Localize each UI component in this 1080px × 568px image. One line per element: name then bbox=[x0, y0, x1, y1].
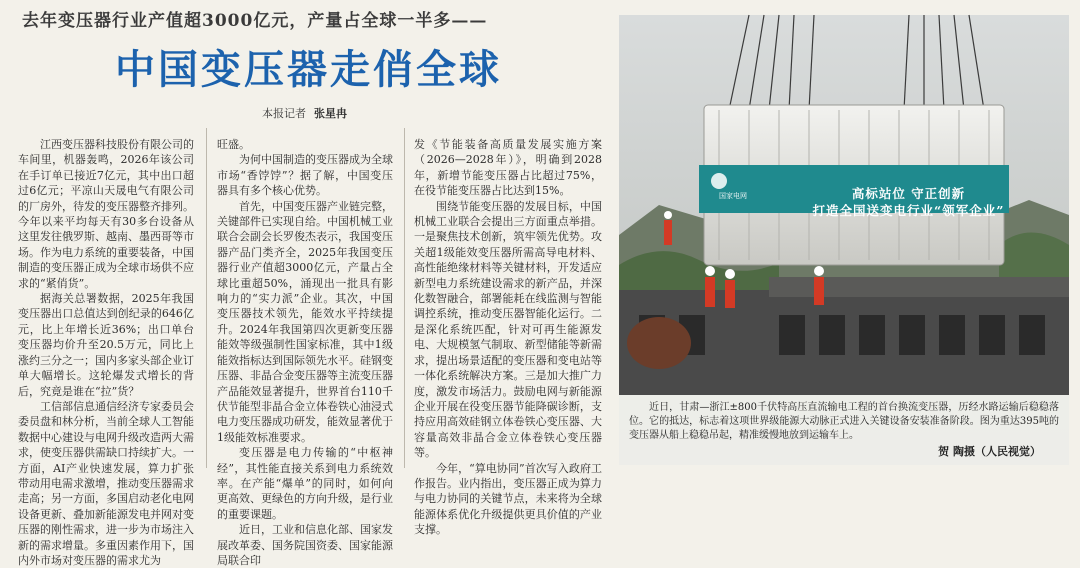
article-column-3 bbox=[414, 137, 602, 537]
column-divider bbox=[404, 128, 405, 468]
byline-author: 张星冉 bbox=[314, 107, 347, 120]
paragraph: 据海关总署数据，2025年我国变压器出口总值达到创纪录的646亿元，比上年增长近36%；出口单台变压器均价升至20.5万元，同比上涨约三分之一；国内多家头部企业订单大幅增长。这轮爆发式增长的背后，究竟是谁在“拉”货？ bbox=[18, 292, 194, 398]
paragraph: 首先，中国变压器产业链完整，关键部件已实现自给。中国机械工业联合会副会长罗俊杰表示，我国变压器产品门类齐全，2025年我国变压器行业产值超3000亿元，产量占全球比重超50%，涌现出一批具有影响力的“实力派”企业。其次，中国变压器技术领先，能效水平持续提升。2024年我国第四次更新变压器能效等级强制性国家标准，其中1级能效指标达到国际领先水平。硅钢变压器、非晶合金变压器等主流变压器产品能效显著提升，世界首台110千伏节能型非晶合金立体卷铁心油浸式电力变压器成功研发，能效显著优于1级能效标准要求。 bbox=[217, 199, 393, 444]
logo-icon bbox=[711, 173, 727, 189]
vehicle-wheels bbox=[639, 315, 1045, 355]
paragraph: 今年，“算电协同”首次写入政府工作报告。业内指出，变压器正成为算力与电力协同的关键节点，未来将为全球能源体系优化升级提供更具价值的产业支撑。 bbox=[414, 461, 602, 537]
news-photo bbox=[619, 15, 1069, 465]
kicker: 去年变压器行业产值超3000亿元，产量占全球一半多—— bbox=[22, 11, 488, 31]
paragraph: 发《节能装备高质量发展实施方案（2026—2028年）》，明确到2028年，新增节能变压器占比超过75%，在役节能变压器占比达到15%。 bbox=[414, 138, 602, 198]
caption-box bbox=[619, 395, 1069, 465]
banner-text bbox=[761, 185, 1056, 219]
paragraph: 工信部信息通信经济专家委员会委员盘和林分析，当前全球人工智能数据中心建设与电网升级改造两大需求，使变压器供需缺口持续扩大。一方面，AI产业快速发展，算力扩张带动用电需求激增，推动变压器需求走高；另一方面，多国启动老化电网设备更新、叠加新能源发电并网对变压器的刚性需求，进一步为市场注入新的需求增量。多重因素作用下，国内外市场对变压器的需求尤为 bbox=[18, 399, 194, 567]
article-column-1 bbox=[18, 137, 194, 567]
column-divider bbox=[206, 128, 207, 468]
paragraph: 围绕节能变压器的发展目标，中国机械工业联合会提出三方面重点举措。一是聚焦技术创新，筑牢领先优势。攻关超1级能效变压器所需高导电材料、高性能绝缘材料等关键材料，开发适应新型电力系统建设需求的新产品，并深化数智融合，部署能耗在线监测与智能调控系统，推动变压器智能化运行。二是深化系统匹配，针对可再生能源发电、大规模氢气制取、新型储能等新需求，提出场景适配的变压器和变电站等一体化系统解决方案。三是加大推广力度，激发市场活力。鼓励电网与新能源企业开展在役变压器节能降碳诊断，支持应用高效硅钢立体卷铁心变压器、大容量高效非晶合金立体卷铁心变压器等。 bbox=[414, 199, 602, 460]
paragraph: 旺盛。 bbox=[217, 138, 250, 151]
banner-line-2: 打造全国送变电行业“领军企业” bbox=[812, 203, 1005, 218]
article-column-2 bbox=[217, 137, 393, 567]
photo-caption: 近日，甘肃—浙江±800千伏特高压直流输电工程的首台换流变压器，历经水路运输后稳稳落位。它的抵达，标志着这项世界级能源大动脉正式进入关键设备安装准备阶段。图为重达395吨的变压器从船上稳稳吊起，精准缓慢地放到运输车上。 bbox=[629, 402, 1059, 441]
headline: 中国变压器走俏全球 bbox=[115, 46, 502, 93]
shrub bbox=[627, 317, 691, 369]
banner-line-1: 高标站位 守正创新 bbox=[851, 186, 966, 201]
paragraph: 为何中国制造的变压器成为全球市场“香饽饽”？据了解，中国变压器具有多个核心优势。 bbox=[217, 153, 393, 198]
byline-role: 本报记者 bbox=[262, 107, 306, 120]
logo-label: 国家电网 bbox=[719, 192, 747, 200]
paragraph: 近日，工业和信息化部、国家发展改革委、国务院国资委、国家能源局联合印 bbox=[217, 523, 393, 567]
paragraph: 变压器是电力传输的“中枢神经”，其性能直接关系到电力系统效率。在产能“爆单”的同时，如何向更高效、更绿色的方向升级，是行业的重要课题。 bbox=[217, 446, 393, 521]
photo-credit: 贺 陶摄（人民视觉） bbox=[938, 445, 1041, 458]
paragraph: 江西变压器科技股份有限公司的车间里，机器轰鸣，2026年该公司在手订单已接近7亿元，其中出口超过6亿元；平凉山天晟电气有限公司的厂房外，待发的变压器整齐排列。今年以来平均每天有30多台设备从这里发往俄罗斯、越南、墨西哥等市场。作为电力系统的重要装备，中国制造的变压器正成为全球市场供不应求的“紧俏货”。 bbox=[18, 138, 194, 290]
byline bbox=[262, 105, 347, 121]
